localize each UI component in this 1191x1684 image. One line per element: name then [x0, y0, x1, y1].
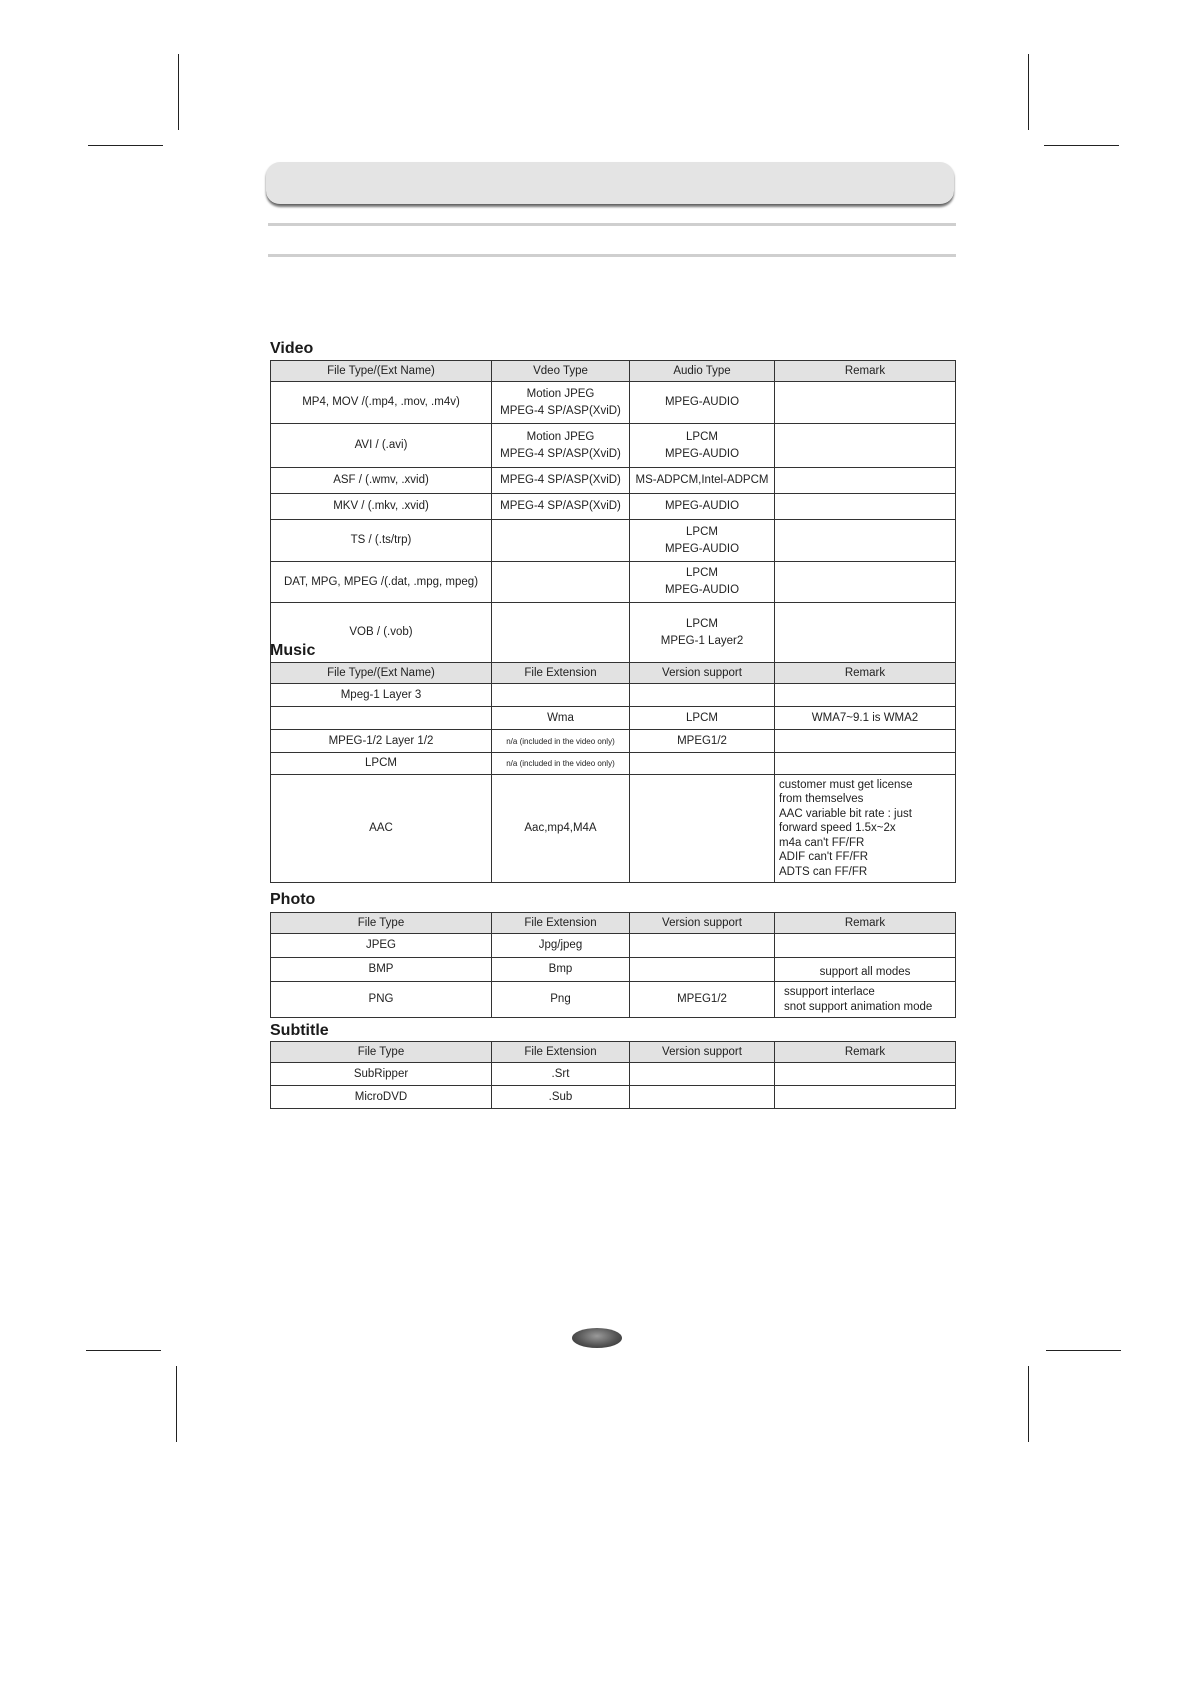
- table-row: [271, 707, 956, 730]
- column-header: Remark: [775, 361, 956, 382]
- file-type-cell: MP4, MOV /(.mp4, .mov, .m4v): [271, 382, 492, 424]
- file-extension-cell: Jpg/jpeg: [492, 934, 630, 958]
- file-type-cell: MKV / (.mkv, .xvid): [271, 494, 492, 520]
- music-section-title: Music: [270, 642, 316, 659]
- crop-mark: [178, 54, 179, 130]
- remark-cell: [775, 382, 956, 424]
- remark-cell: WMA7~9.1 is WMA2: [775, 707, 956, 730]
- remark-cell: ssupport interlace snot support animation mode: [775, 982, 956, 1018]
- file-type-cell: PNG: [271, 982, 492, 1018]
- header-divider: [268, 223, 956, 226]
- file-type-cell: LPCM: [271, 753, 492, 775]
- table-row: [271, 468, 956, 494]
- file-extension-cell: Wma: [492, 707, 630, 730]
- crop-mark: [88, 145, 163, 146]
- remark-cell: [775, 468, 956, 494]
- remark-cell: [775, 520, 956, 562]
- crop-mark: [1028, 54, 1029, 130]
- version-support-cell: [630, 775, 775, 883]
- photo-header-row: [271, 913, 956, 934]
- version-support-cell: [630, 684, 775, 707]
- video-section-title: Video: [270, 340, 314, 357]
- column-header: Remark: [775, 663, 956, 684]
- table-row: [271, 775, 956, 883]
- table-row: [271, 562, 956, 603]
- audio-type-cell: MPEG-AUDIO: [630, 494, 775, 520]
- file-type-cell: VOB / (.vob): [271, 603, 492, 663]
- remark-cell: [775, 934, 956, 958]
- photo-table: [270, 912, 956, 1018]
- table-row: [271, 520, 956, 562]
- table-row: [271, 982, 956, 1018]
- audio-type-cell: MS-ADPCM,Intel-ADPCM: [630, 468, 775, 494]
- file-type-cell: [271, 707, 492, 730]
- version-support-cell: [630, 1086, 775, 1109]
- file-extension-cell: [492, 684, 630, 707]
- file-type-cell: MPEG-1/2 Layer 1/2: [271, 730, 492, 753]
- file-type-cell: TS / (.ts/trp): [271, 520, 492, 562]
- table-row: [271, 684, 956, 707]
- table-row: [271, 1086, 956, 1109]
- column-header: File Type/(Ext Name): [271, 663, 492, 684]
- audio-type-cell: LPCM MPEG-AUDIO: [630, 562, 775, 603]
- column-header: Remark: [775, 1042, 956, 1063]
- remark-cell: [775, 684, 956, 707]
- table-row: [271, 958, 956, 982]
- audio-type-cell: LPCM MPEG-1 Layer2: [630, 603, 775, 663]
- file-type-cell: JPEG: [271, 934, 492, 958]
- file-extension-cell: .Srt: [492, 1063, 630, 1086]
- remark-cell: customer must get license from themselves AAC variable bit rate : just forward speed 1.5x~2x m4a can't FF/FR ADIF can't FF/FR ADTS can FF/FR: [775, 775, 956, 883]
- file-type-cell: AAC: [271, 775, 492, 883]
- column-header: Remark: [775, 913, 956, 934]
- subtitle-header-row: [271, 1042, 956, 1063]
- page-number-oval: [572, 1328, 622, 1348]
- column-header: File Type/(Ext Name): [271, 361, 492, 382]
- remark-cell: [775, 494, 956, 520]
- version-support-cell: [630, 1063, 775, 1086]
- video-type-cell: Motion JPEG MPEG-4 SP/ASP(XviD): [492, 424, 630, 468]
- crop-mark: [1044, 145, 1119, 146]
- video-type-cell: [492, 520, 630, 562]
- table-row: [271, 1063, 956, 1086]
- file-type-cell: MicroDVD: [271, 1086, 492, 1109]
- file-type-cell: ASF / (.wmv, .xvid): [271, 468, 492, 494]
- video-type-cell: MPEG-4 SP/ASP(XviD): [492, 494, 630, 520]
- file-type-cell: AVI / (.avi): [271, 424, 492, 468]
- version-support-cell: [630, 958, 775, 982]
- audio-type-cell: LPCM MPEG-AUDIO: [630, 520, 775, 562]
- remark-cell: [775, 603, 956, 663]
- file-extension-cell: Bmp: [492, 958, 630, 982]
- remark-cell: [775, 1086, 956, 1109]
- column-header: Version support: [630, 913, 775, 934]
- version-support-cell: MPEG1/2: [630, 982, 775, 1018]
- file-extension-cell: .Sub: [492, 1086, 630, 1109]
- version-support-cell: [630, 934, 775, 958]
- remark-cell: [775, 424, 956, 468]
- table-row: [271, 424, 956, 468]
- table-row: [271, 934, 956, 958]
- file-type-cell: BMP: [271, 958, 492, 982]
- file-extension-cell: Aac,mp4,M4A: [492, 775, 630, 883]
- audio-type-cell: MPEG-AUDIO: [630, 382, 775, 424]
- column-header: File Extension: [492, 913, 630, 934]
- table-row: [271, 603, 956, 663]
- table-row: [271, 494, 956, 520]
- music-header-row: [271, 663, 956, 684]
- video-type-cell: [492, 562, 630, 603]
- version-support-cell: MPEG1/2: [630, 730, 775, 753]
- music-table: [270, 662, 956, 883]
- file-type-cell: SubRipper: [271, 1063, 492, 1086]
- column-header: File Extension: [492, 663, 630, 684]
- crop-mark: [176, 1366, 177, 1442]
- file-extension-cell: n/a (included in the video only): [492, 730, 630, 753]
- header-divider: [268, 254, 956, 257]
- video-type-cell: [492, 603, 630, 663]
- column-header: File Type: [271, 1042, 492, 1063]
- photo-section-title: Photo: [270, 891, 316, 908]
- page-header-bar: [266, 162, 954, 205]
- video-header-row: [271, 361, 956, 382]
- table-row: [271, 730, 956, 753]
- column-header: File Extension: [492, 1042, 630, 1063]
- version-support-cell: [630, 753, 775, 775]
- file-extension-cell: n/a (included in the video only): [492, 753, 630, 775]
- video-type-cell: Motion JPEG MPEG-4 SP/ASP(XviD): [492, 382, 630, 424]
- column-header: Audio Type: [630, 361, 775, 382]
- column-header: Version support: [630, 663, 775, 684]
- crop-mark: [86, 1350, 161, 1351]
- crop-mark: [1028, 1366, 1029, 1442]
- crop-mark: [1046, 1350, 1121, 1351]
- audio-type-cell: LPCM MPEG-AUDIO: [630, 424, 775, 468]
- file-type-cell: Mpeg-1 Layer 3: [271, 684, 492, 707]
- subtitle-section-title: Subtitle: [270, 1022, 329, 1039]
- remark-cell: [775, 730, 956, 753]
- column-header: Vdeo Type: [492, 361, 630, 382]
- column-header: File Type: [271, 913, 492, 934]
- remark-cell: [775, 1063, 956, 1086]
- video-type-cell: MPEG-4 SP/ASP(XviD): [492, 468, 630, 494]
- column-header: Version support: [630, 1042, 775, 1063]
- subtitle-table: [270, 1041, 956, 1109]
- file-type-cell: DAT, MPG, MPEG /(.dat, .mpg, mpeg): [271, 562, 492, 603]
- remark-cell: [775, 753, 956, 775]
- remark-cell: support all modes: [775, 958, 956, 982]
- video-table: [270, 360, 956, 663]
- table-row: [271, 753, 956, 775]
- file-extension-cell: Png: [492, 982, 630, 1018]
- remark-cell: [775, 562, 956, 603]
- table-row: [271, 382, 956, 424]
- version-support-cell: LPCM: [630, 707, 775, 730]
